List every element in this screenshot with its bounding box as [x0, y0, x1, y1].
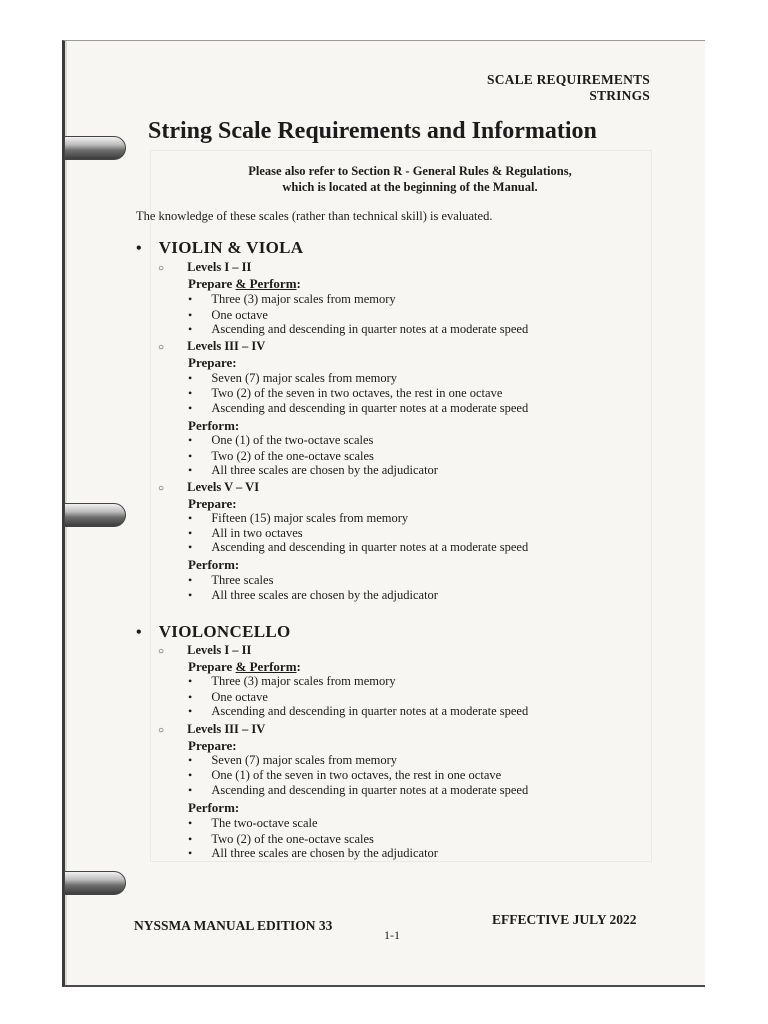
label-text: Perform: [188, 557, 240, 572]
notice-line-1: Please also refer to Section R - General Rules & Regulations, [248, 164, 572, 178]
header-line-1: SCALE REQUIREMENTS [486, 72, 650, 87]
prepare-perform-label [188, 276, 301, 292]
item-text: Seven (7) major scales from memory [211, 753, 398, 767]
bullet: • [188, 540, 193, 554]
bullet: • [188, 526, 193, 540]
level-title: Levels III – IV [187, 339, 266, 353]
level-title: Levels V – VI [187, 480, 260, 494]
bullet: • [188, 690, 193, 704]
level-heading [158, 480, 259, 496]
label-part-underlined: & Perform [235, 276, 297, 291]
list-item [188, 573, 273, 588]
list-item [188, 308, 268, 323]
list-item [188, 832, 374, 847]
item-text: Two (2) of the seven in two octaves, the rest in one octave [211, 386, 503, 400]
page-title: String Scale Requirements and Information [148, 118, 597, 144]
list-item [188, 371, 397, 386]
bullet: • [188, 674, 193, 688]
section-title: VIOLIN & VIOLA [158, 238, 304, 257]
prepare-perform-label [188, 659, 301, 675]
list-item [188, 449, 374, 464]
label-text: Perform: [188, 418, 240, 433]
list-item [188, 588, 438, 603]
perform-label [188, 418, 239, 434]
item-text: All three scales are chosen by the adjudicator [211, 463, 438, 477]
list-item [188, 704, 528, 719]
list-item [188, 753, 397, 768]
level-title: Levels III – IV [187, 722, 266, 736]
bullet: • [188, 463, 193, 477]
item-text: One (1) of the two-octave scales [211, 433, 374, 447]
bullet: • [188, 401, 193, 415]
item-text: The two-octave scale [211, 816, 318, 830]
section-violoncello [136, 624, 291, 641]
bullet: • [188, 588, 193, 602]
bullet: • [188, 322, 193, 336]
bullet: • [188, 573, 193, 587]
prepare-label [188, 496, 237, 512]
list-item [188, 386, 502, 401]
level-heading [158, 643, 251, 659]
list-item [188, 690, 268, 705]
label-text: Prepare: [188, 738, 237, 753]
bullet: • [136, 240, 142, 257]
circle-bullet: ○ [158, 483, 165, 494]
label-text: Perform: [188, 800, 240, 815]
prepare-label [188, 355, 237, 371]
bullet: • [188, 449, 193, 463]
bullet: • [188, 846, 193, 860]
level-heading [158, 722, 265, 738]
level-heading [158, 339, 265, 355]
bullet: • [188, 511, 193, 525]
item-text: All three scales are chosen by the adjudicator [211, 588, 438, 602]
item-text: One octave [211, 690, 268, 704]
label-part: Prepare [188, 276, 236, 291]
item-text: All three scales are chosen by the adjudicator [211, 846, 438, 860]
item-text: One (1) of the seven in two octaves, the rest in one octave [211, 768, 502, 782]
circle-bullet: ○ [158, 263, 165, 274]
item-text: Ascending and descending in quarter notes at a moderate speed [211, 540, 529, 554]
perform-label [188, 557, 239, 573]
list-item [188, 463, 438, 478]
label-part-underlined: & Perform [235, 659, 297, 674]
circle-bullet: ○ [158, 646, 165, 657]
bullet: • [188, 768, 193, 782]
item-text: Ascending and descending in quarter notes at a moderate speed [211, 322, 529, 336]
list-item [188, 846, 438, 861]
item-text: Three (3) major scales from memory [211, 292, 396, 306]
list-item [188, 433, 373, 448]
list-item [188, 783, 528, 798]
bullet: • [188, 783, 193, 797]
list-item [188, 816, 318, 831]
footer-edition: NYSSMA MANUAL EDITION 33 [134, 918, 333, 933]
bullet: • [188, 832, 193, 846]
item-text: Ascending and descending in quarter notes at a moderate speed [211, 704, 529, 718]
bullet: • [136, 624, 142, 641]
label-text: Prepare: [188, 496, 237, 511]
label-part: : [296, 276, 301, 291]
prepare-label [188, 738, 237, 754]
item-text: Two (2) of the one-octave scales [211, 832, 374, 846]
bullet: • [188, 753, 193, 767]
item-text: Two (2) of the one-octave scales [211, 449, 374, 463]
list-item [188, 511, 408, 526]
bullet: • [188, 433, 193, 447]
circle-bullet: ○ [158, 342, 165, 353]
circle-bullet: ○ [158, 725, 165, 736]
item-text: One octave [211, 308, 268, 322]
level-heading [158, 260, 251, 276]
list-item [188, 540, 528, 555]
list-item [188, 674, 396, 689]
list-item [188, 292, 396, 307]
bullet: • [188, 704, 193, 718]
list-item [188, 401, 528, 416]
bullet: • [188, 816, 193, 830]
item-text: Ascending and descending in quarter notes at a moderate speed [211, 783, 529, 797]
bullet: • [188, 386, 193, 400]
label-text: Prepare: [188, 355, 237, 370]
item-text: Three (3) major scales from memory [211, 674, 396, 688]
notice-line-2: which is located at the beginning of the Manual. [282, 180, 538, 194]
section-violin-viola [136, 240, 303, 257]
header-line-2: STRINGS [589, 88, 650, 103]
item-text: Ascending and descending in quarter notes at a moderate speed [211, 401, 529, 415]
perform-label [188, 800, 239, 816]
level-title: Levels I – II [187, 260, 252, 274]
list-item [188, 526, 303, 541]
label-part: : [296, 659, 301, 674]
page-number: 1-1 [384, 928, 400, 942]
item-text: Seven (7) major scales from memory [211, 371, 398, 385]
bullet: • [188, 371, 193, 385]
section-title: VIOLONCELLO [158, 622, 291, 641]
item-text: Three scales [211, 573, 274, 587]
level-title: Levels I – II [187, 643, 252, 657]
intro-text: The knowledge of these scales (rather than technical skill) is evaluated. [136, 209, 493, 223]
footer-effective-date: EFFECTIVE JULY 2022 [492, 912, 637, 927]
bullet: • [188, 292, 193, 306]
label-part: Prepare [188, 659, 236, 674]
bullet: • [188, 308, 193, 322]
list-item [188, 768, 501, 783]
item-text: Fifteen (15) major scales from memory [211, 511, 409, 525]
list-item [188, 322, 528, 337]
item-text: All in two octaves [211, 526, 303, 540]
